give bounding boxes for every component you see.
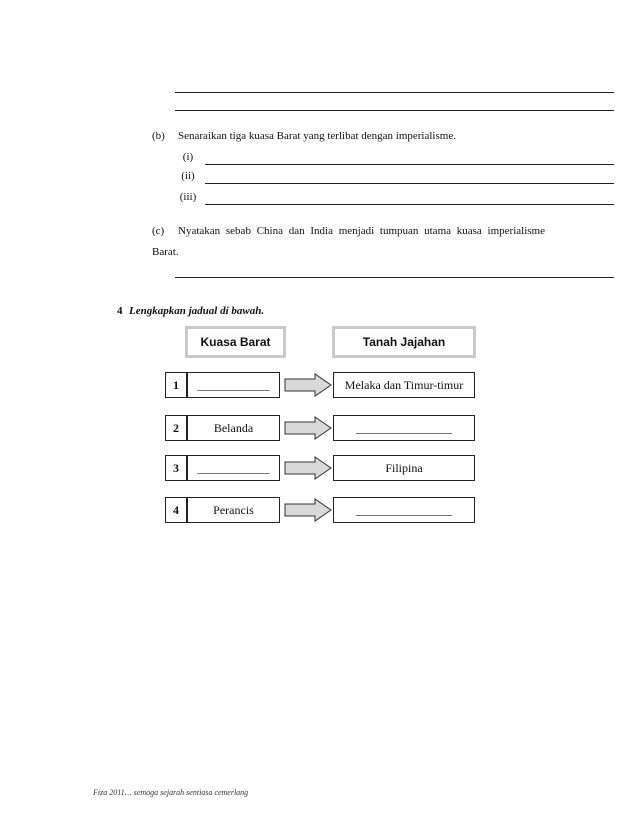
tanah-jajahan-cell: ________________: [333, 415, 475, 441]
answer-line-ii: [205, 183, 614, 184]
tanah-jajahan-cell: Filipina: [333, 455, 475, 481]
question-b-label: (b): [152, 130, 165, 142]
row-number: 1: [165, 372, 187, 398]
answer-line: [175, 92, 614, 93]
right-arrow-icon: [283, 498, 333, 522]
kuasa-barat-cell: Belanda: [187, 415, 280, 441]
header-kuasa-barat: [185, 326, 286, 358]
header-tanah-jajahan-label: Tanah Jajahan: [335, 329, 473, 355]
tanah-jajahan-cell: Melaka dan Timur-timur: [333, 372, 475, 398]
header-kuasa-barat-label: Kuasa Barat: [188, 329, 283, 355]
answer-line: [175, 110, 614, 111]
header-tanah-jajahan: [332, 326, 476, 358]
answer-line-i: [205, 164, 614, 165]
kuasa-barat-cell: Perancis: [187, 497, 280, 523]
question-c-line2: Barat.: [152, 246, 179, 258]
item-iii-label: (iii): [179, 191, 197, 203]
right-arrow-icon: [283, 456, 333, 480]
answer-line-iii: [205, 204, 614, 205]
kuasa-barat-cell: ____________: [187, 372, 280, 398]
tanah-jajahan-cell: ________________: [333, 497, 475, 523]
row-number: 2: [165, 415, 187, 441]
row-number: 3: [165, 455, 187, 481]
item-i-label: (i): [182, 151, 194, 163]
question-c-label: (c): [152, 225, 165, 237]
row-number: 4: [165, 497, 187, 523]
page-footer: Fiza 2011… semoga sejarah sentiasa cemerlang: [93, 788, 249, 797]
item-ii-label: (ii): [181, 170, 195, 182]
question-c-line1: Nyatakan sebab China dan India menjadi tumpuan utama kuasa imperialisme: [178, 225, 545, 237]
kuasa-barat-cell: ____________: [187, 455, 280, 481]
right-arrow-icon: [283, 373, 333, 397]
answer-line-c: [175, 277, 614, 278]
right-arrow-icon: [283, 416, 333, 440]
question-b-text: Senaraikan tiga kuasa Barat yang terlibat dengan imperialisme.: [178, 130, 456, 142]
question-4-instruction: Lengkapkan jadual di bawah.: [129, 305, 265, 317]
question-4-number: 4: [117, 305, 123, 317]
